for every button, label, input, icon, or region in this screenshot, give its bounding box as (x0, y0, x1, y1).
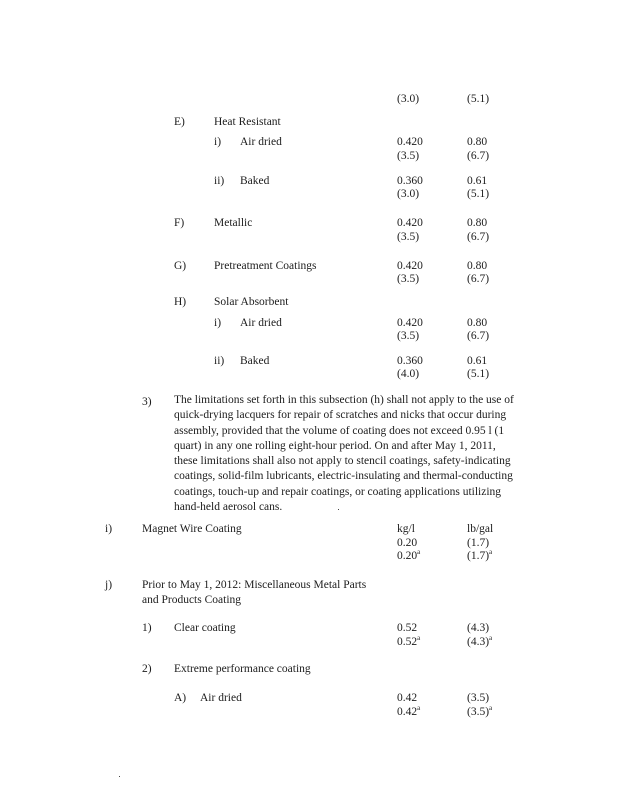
section-j-title-line1: Prior to May 1, 2012: Miscellaneous Metal Parts (142, 579, 367, 591)
section-f-lb-alt: (6.7) (467, 231, 490, 243)
paragraph-line: quick-drying lacquers for repair of scratches and nicks that occur during (174, 409, 507, 422)
section-e-item-name: Air dried (240, 136, 282, 148)
section-e-item-lb-alt: (5.1) (467, 188, 490, 200)
section-e-item-kg: 0.420 (397, 136, 423, 148)
section-e-item-kg-alt: (3.0) (397, 188, 420, 200)
footnote-marker: a (417, 548, 421, 556)
section-h-item-lb-alt: (6.7) (467, 330, 490, 342)
section-e-title: Heat Resistant (214, 116, 281, 128)
paragraph-label: 3) (142, 396, 152, 408)
section-f-lb: 0.80 (467, 217, 488, 229)
section-f-label: F) (174, 217, 185, 229)
section-e-item-name: Baked (240, 175, 270, 187)
section-e-item-kg: 0.360 (397, 175, 423, 187)
section-g-kg: 0.420 (397, 260, 423, 272)
paragraph-line: assembly, provided that the volume of coating does not exceed 0.95 l (1 (174, 424, 505, 437)
section-h-item-lb: 0.61 (467, 355, 488, 367)
section-g-kg-alt: (3.5) (397, 273, 420, 285)
section-j-item2-label: 2) (142, 663, 152, 675)
section-j-title-line2: and Products Coating (142, 594, 242, 606)
section-g-label: G) (174, 260, 187, 272)
paragraph-line: hand-held aerosol cans. (174, 501, 283, 514)
section-h-label: H) (174, 296, 187, 308)
section-j-item1-lb: (4.3) (467, 622, 490, 634)
section-e-item-kg-alt: (3.5) (397, 150, 420, 162)
section-e-item-label: i) (214, 136, 222, 148)
footnote-marker: a (489, 704, 493, 712)
column-header-kg: kg/l (397, 523, 415, 535)
section-h-item-lb: 0.80 (467, 317, 488, 329)
section-e-label: E) (174, 116, 185, 128)
section-e-item-lb-alt: (6.7) (467, 150, 490, 162)
section-i-kg-alt: 0.20$^a$ (397, 548, 421, 562)
section-e-item-lb: 0.61 (467, 175, 488, 187)
section-i-label: i) (105, 523, 113, 535)
section-j-item2-sub-name: Air dried (200, 692, 242, 704)
section-h-item-label: ii) (214, 355, 225, 367)
section-g-lb-alt: (6.7) (467, 273, 490, 285)
section-i-lb: (1.7) (467, 537, 490, 549)
section-h-item-kg-alt: (4.0) (397, 368, 420, 380)
section-j-item1-lb-alt: $(4.3)^a$ (467, 634, 493, 648)
section-h-title: Solar Absorbent (214, 296, 289, 308)
footnote-marker: a (489, 548, 493, 556)
column-header-lb: lb/gal (467, 523, 494, 535)
section-f-kg: 0.420 (397, 217, 423, 229)
section-j-item2-sub-lb: (3.5) (467, 692, 490, 704)
section-j-item2-sub-lb-alt: $(3.5)^a$ (467, 704, 493, 718)
footnote-marker: a (417, 704, 421, 712)
section-h-item-kg-alt: (3.5) (397, 330, 420, 342)
paragraph-line: The limitations set forth in this subsection (h) shall not apply to the use of (174, 394, 514, 406)
speck (119, 776, 120, 777)
section-h-item-name: Air dried (240, 317, 282, 329)
section-h-item-kg: 0.360 (397, 355, 423, 367)
speck (338, 509, 339, 510)
exemption-paragraph (174, 393, 544, 515)
section-j-label: j) (105, 579, 113, 591)
section-f-title: Metallic (214, 217, 253, 229)
section-h-item-name: Baked (240, 355, 270, 367)
section-f-kg-alt: (3.5) (397, 231, 420, 243)
section-h-item-label: i) (214, 317, 222, 329)
section-g-lb: 0.80 (467, 260, 488, 272)
continued-kg-value: (3.0) (397, 93, 420, 105)
section-j-item2-sub-label: A) (174, 692, 187, 704)
paragraph-line: quart) in any one rolling eight-hour period. On and after May 1, 2011, (174, 439, 496, 452)
section-j-item2-sub-kg: 0.42 (397, 692, 418, 704)
paragraph-line: these limitations shall also not apply to stencil coatings, safety-indicating (174, 455, 511, 468)
section-i-title: Magnet Wire Coating (142, 523, 242, 535)
section-j-item1-kg-alt: 0.52$^a$ (397, 634, 421, 648)
section-j-item1-name: Clear coating (174, 622, 236, 634)
footnote-marker: a (489, 634, 493, 642)
section-i-lb-alt: $(1.7)^a$ (467, 548, 493, 562)
continued-lb-value: (5.1) (467, 93, 490, 105)
section-j-item1-label: 1) (142, 622, 152, 634)
paragraph-line: coatings, touch-up and repair coatings, or coating applications utilizing (174, 485, 502, 498)
section-j-item2-name: Extreme performance coating (174, 663, 311, 675)
footnote-marker: a (417, 634, 421, 642)
section-j-item2-sub-kg-alt: 0.42$^a$ (397, 704, 421, 718)
section-i-kg: 0.20 (397, 537, 418, 549)
section-h-item-kg: 0.420 (397, 317, 423, 329)
section-g-title: Pretreatment Coatings (214, 260, 317, 272)
section-h-item-lb-alt: (5.1) (467, 368, 490, 380)
paragraph-line: coatings, solid-film lubricants, electric-insulating and thermal-conducting (174, 470, 513, 483)
section-j-item1-kg: 0.52 (397, 622, 418, 634)
section-e-item-label: ii) (214, 175, 225, 187)
section-e-item-lb: 0.80 (467, 136, 488, 148)
